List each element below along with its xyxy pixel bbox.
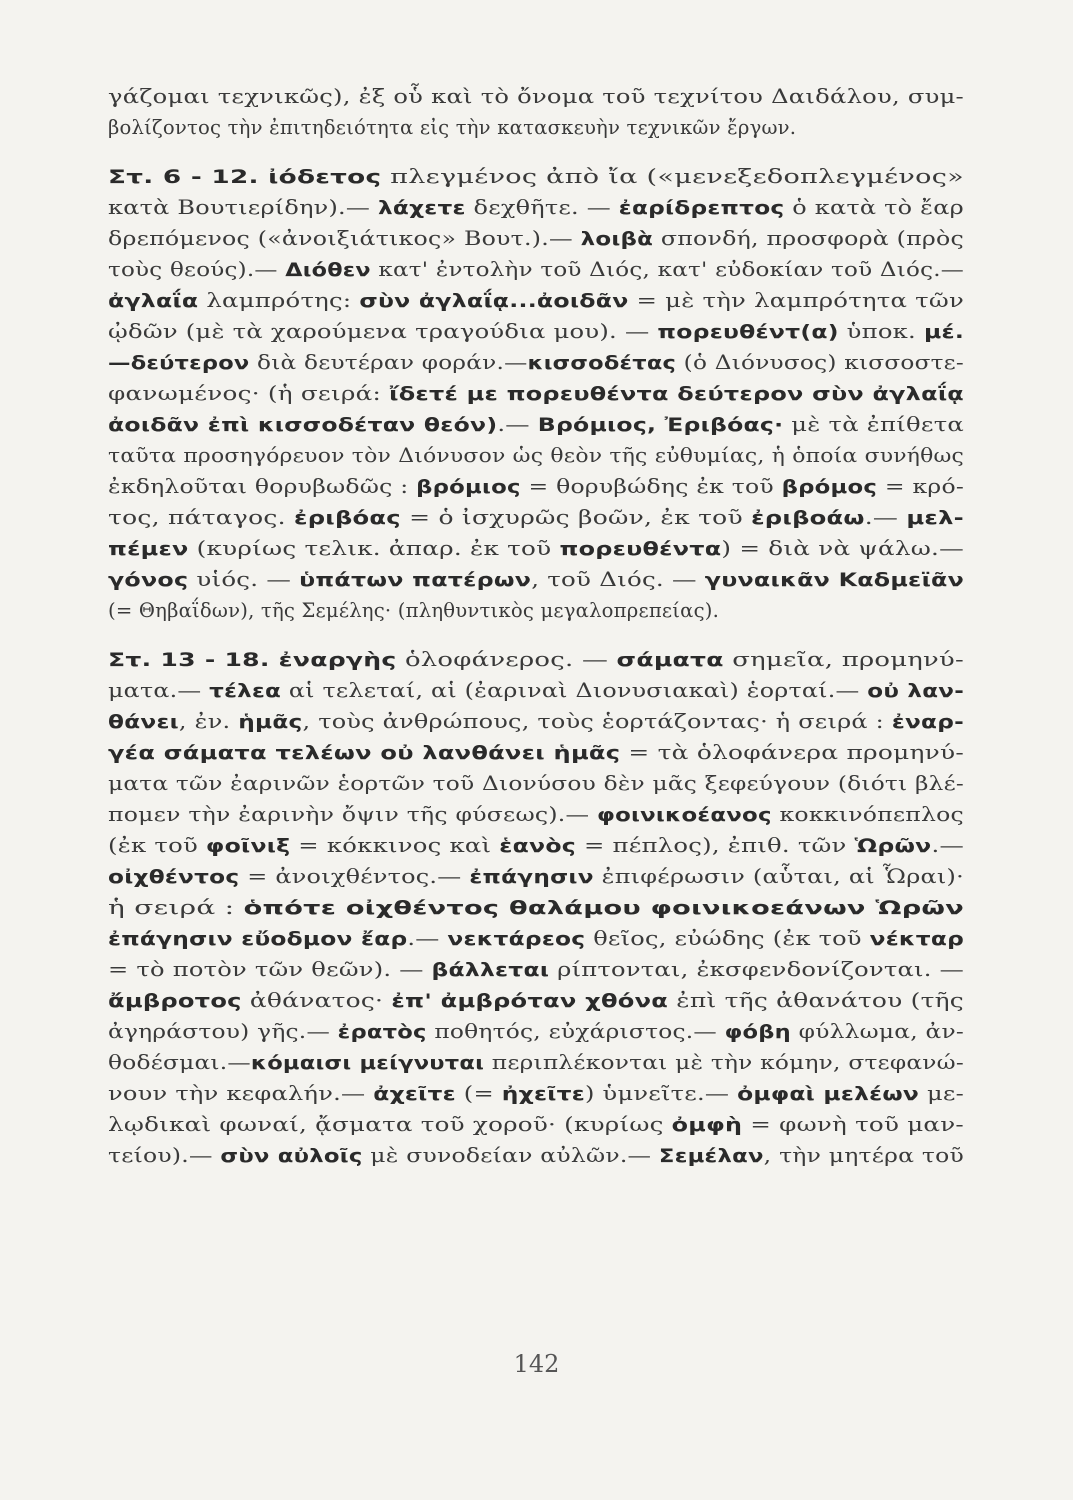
- text-line: [108, 1048, 964, 1078]
- text-line: [108, 224, 964, 254]
- gloss: ποθητός, εὐχάριστος.—: [426, 1020, 725, 1043]
- text-line-content: [108, 1141, 964, 1171]
- lemma: βρόμος: [781, 476, 878, 498]
- gloss: διὰ δευτέραν φοράν.—: [249, 351, 528, 374]
- gloss: .—: [931, 834, 964, 857]
- lemma: σὺν ἀγλαΐᾳ...ἀοιδᾶν: [359, 290, 629, 312]
- gloss: ἐπὶ τῆς ἀθανάτου (τῆς: [668, 989, 964, 1012]
- text-line: [108, 676, 964, 706]
- text-line: [108, 193, 964, 223]
- lemma: πέμεν: [108, 538, 189, 560]
- gloss: φύλλωμα, ἀν-: [791, 1020, 964, 1043]
- text-line-content: [108, 348, 964, 378]
- lemma: ἀοιδᾶν ἐπὶ κισσοδέταν θεόν): [108, 414, 498, 436]
- lemma: τέλεα: [209, 680, 282, 702]
- gloss: ἐκδηλοῦται θορυβωδῶς :: [108, 475, 417, 498]
- text-line-content: [108, 955, 964, 985]
- gloss: ἐπιφέρωσιν (αὗται, αἱ Ὧραι)·: [593, 865, 964, 888]
- text-line: [108, 1079, 964, 1109]
- lemma: ἐρατὸς: [337, 1021, 427, 1043]
- text-line-content: [108, 565, 964, 595]
- gloss: = τὸ ποτὸν τῶν θεῶν). —: [108, 958, 432, 981]
- text-line: [108, 1017, 964, 1047]
- lemma: ἐαρίδρεπτος: [618, 197, 785, 219]
- lemma: ἐριβόας: [293, 507, 401, 529]
- gloss: βολίζοντος τὴν ἐπιτηδειότητα εἰς τὴν κατασκευὴν τεχνικῶν ἔργων.: [108, 116, 797, 139]
- gloss: σπονδή, προσφορὰ (πρὸς: [653, 227, 964, 250]
- text-line: [108, 862, 964, 892]
- gloss: υἱός. —: [188, 568, 300, 591]
- page-body: [108, 72, 964, 1372]
- lemma: γέα σάματα τελέων οὐ λανθάνει ἡμᾶς: [108, 742, 621, 764]
- gloss: ταῦτα προσηγόρευον τὸν Διόνυσον ὡς θεὸν τῆς εὐθυμίας, ἡ ὁποία συνήθως: [108, 444, 964, 467]
- lemma: οἰχθέντος: [108, 866, 240, 888]
- gloss: τοὺς θεούς).—: [108, 258, 286, 281]
- lemma: μελ-: [906, 507, 964, 529]
- lemma: φοινικοέανος: [596, 804, 772, 826]
- text-line-content: [108, 986, 964, 1016]
- lemma: —δεύτερον: [108, 352, 250, 374]
- gloss: θεῖος, εὐώδης (ἐκ τοῦ: [585, 927, 870, 950]
- text-line: [108, 1110, 964, 1140]
- gloss: ματα.—: [108, 679, 210, 702]
- lemma: ἀχεῖτε: [373, 1083, 456, 1105]
- lemma: νεκτάρεος: [447, 928, 586, 950]
- gloss: τος, πάταγος.: [108, 506, 294, 529]
- text-line-content: [108, 255, 964, 285]
- lemma: μέ.: [923, 321, 964, 343]
- text-line: [108, 82, 964, 112]
- gloss: (=: [455, 1082, 502, 1105]
- lemma: οὐ λαν-: [867, 680, 964, 702]
- lemma: κισσοδέτας: [527, 352, 677, 374]
- text-line-content: [108, 224, 964, 254]
- gloss: θοδέσμαι.—: [108, 1051, 251, 1074]
- lemma: ἐπάγησιν εὔοδμον ἔαρ: [108, 928, 408, 950]
- text-line-content: [108, 738, 964, 768]
- gloss: με-: [919, 1082, 964, 1105]
- gloss: ἡ σειρά :: [108, 896, 244, 919]
- gloss: φανωμένος· (ἡ σειρά:: [108, 382, 390, 405]
- text-line: [108, 955, 964, 985]
- lemma: θάνει: [108, 711, 179, 733]
- gloss: σημεῖα, προμηνύ-: [723, 648, 964, 671]
- gloss: κοκκινόπεπλος: [771, 803, 964, 826]
- text-line: [108, 441, 964, 471]
- text-line: [108, 596, 964, 626]
- gloss: = κρό-: [877, 475, 964, 498]
- text-line: [108, 503, 964, 533]
- text-line: [108, 707, 964, 737]
- gloss: ὁ κατὰ τὸ ἔαρ: [784, 196, 964, 219]
- gloss: = μὲ τὴν λαμπρότητα τῶν: [628, 289, 964, 312]
- lemma: πορευθέντ(α): [657, 321, 839, 343]
- gloss: (κυρίως τελικ. ἀπαρ. ἐκ τοῦ: [188, 537, 560, 560]
- lemma: γόνος: [108, 569, 189, 591]
- text-line: [108, 986, 964, 1016]
- gloss: = θορυβώδης ἐκ τοῦ: [520, 475, 782, 498]
- lemma: ἐναρ-: [891, 711, 964, 733]
- gloss: = ἀνοιχθέντος.—: [239, 865, 470, 888]
- gloss: ὁλοφάνερος. —: [396, 648, 617, 671]
- lemma: φόβη: [724, 1021, 792, 1043]
- lemma: ὑπάτων πατέρων: [299, 569, 532, 591]
- text-line-content: [108, 162, 964, 192]
- gloss: αἱ τελεταί, αἱ (ἐαριναὶ Διονυσιακαὶ) ἑορταί.—: [281, 679, 868, 702]
- lemma: πορευθέντα: [559, 538, 722, 560]
- text-line-content: [108, 472, 964, 502]
- text-line-content: [108, 676, 964, 706]
- gloss: ματα τῶν ἐαρινῶν ἑορτῶν τοῦ Διονύσου δὲν μᾶς ξεφεύγουν (διότι βλέ-: [108, 772, 964, 795]
- lemma: ἡμᾶς: [238, 711, 303, 733]
- lemma: ὀμφαὶ μελέων: [737, 1083, 920, 1105]
- gloss: .—: [497, 413, 538, 436]
- lemma: νέκταρ: [869, 928, 964, 950]
- text-line-content: [108, 1017, 964, 1047]
- text-line-content: [108, 317, 964, 347]
- lemma: ὁπότε οἰχθέντος θαλάμου φοινικοεάνων Ὡρῶν: [243, 897, 964, 919]
- lemma: σὺν αὐλοῖς: [220, 1145, 363, 1167]
- text-line: [108, 162, 964, 192]
- text-line-content: [108, 769, 964, 799]
- lemma: ἐριβοάω: [751, 507, 865, 529]
- text-line-content: [108, 924, 964, 954]
- text-line-content: [108, 596, 719, 626]
- lemma: Διόθεν: [285, 259, 371, 281]
- lemma: ἐπ' ἀμβρόταν χθόνα: [391, 990, 669, 1012]
- gloss: .—: [407, 927, 448, 950]
- text-line-content: [108, 410, 964, 440]
- gloss: (ἐκ τοῦ: [108, 834, 206, 857]
- lemma: ἴδετέ με πορευθέντα δεύτερον σὺν ἀγλαΐᾳ: [389, 383, 964, 405]
- text-line-content: [108, 503, 964, 533]
- gloss: .—: [864, 506, 907, 529]
- text-line-content: [108, 893, 964, 923]
- lemma: Ὡρῶν: [854, 835, 932, 857]
- gloss: δρεπόμενος («ἀνοιξιάτικος» Βουτ.).—: [108, 227, 581, 250]
- lemma: φοῖνιξ: [205, 835, 291, 857]
- text-line-content: [108, 82, 964, 112]
- gloss: , ἐν.: [178, 710, 239, 733]
- lemma: κόμαισι μείγνυται: [250, 1052, 485, 1074]
- gloss: ᾠδῶν (μὲ τὰ χαρούμενα τραγούδια μου). —: [108, 320, 658, 343]
- text-line-content: [108, 113, 796, 143]
- text-line: [108, 317, 964, 347]
- text-line: [108, 472, 964, 502]
- gloss: , τοῦ Διός. —: [531, 568, 705, 591]
- gloss: (ὁ Διόνυσος) κισσοστε-: [676, 351, 964, 374]
- gloss: ἀθάνατος·: [241, 989, 392, 1012]
- lemma: ἀγλαΐα: [108, 290, 199, 312]
- gloss: = ὁ ἰσχυρῶς βοῶν, ἐκ τοῦ: [400, 506, 752, 529]
- gloss: γάζομαι τεχνικῶς), ἐξ οὗ καὶ τὸ ὄνομα τοῦ τεχνίτου Δαιδάλου, συμ-: [108, 85, 964, 108]
- lemma: γυναικᾶν Καδμεϊᾶν: [704, 569, 964, 591]
- text-line-content: [108, 1048, 964, 1078]
- gloss: (= Θηβαΐδων), τῆς Σεμέλης· (πληθυντικὸς μεγαλοπρεπείας).: [108, 599, 720, 622]
- text-line-content: [108, 800, 964, 830]
- text-line-content: [108, 645, 964, 675]
- gloss: = κόκκινος καὶ: [290, 834, 500, 857]
- gloss: ) ὑμνεῖτε.—: [584, 1082, 738, 1105]
- text-line-content: [108, 193, 964, 223]
- gloss: πομεν τὴν ἐαρινὴν ὄψιν τῆς φύσεως).—: [108, 803, 597, 826]
- text-line: [108, 924, 964, 954]
- lemma: ἄμβροτος: [108, 990, 242, 1012]
- gloss: = φωνὴ τοῦ μαν-: [742, 1113, 964, 1136]
- gloss: , τὴν μητέρα τοῦ: [763, 1144, 964, 1167]
- gloss: ) = διὰ νὰ ψάλω.—: [721, 537, 964, 560]
- text-line: [108, 410, 964, 440]
- text-line-content: [108, 831, 964, 861]
- gloss: μὲ συνοδείαν αὐλῶν.—: [362, 1144, 659, 1167]
- lemma: βάλλεται: [431, 959, 550, 981]
- text-line-content: [108, 862, 964, 892]
- lemma: Βρόμιος, Ἐριβόας·: [537, 414, 784, 436]
- page-number: 142: [513, 1350, 560, 1378]
- text-line: [108, 645, 964, 675]
- lemma: λοιβὰ: [580, 228, 654, 250]
- text-line-content: [108, 379, 964, 409]
- gloss: δεχθῆτε. —: [465, 196, 619, 219]
- text-line-content: [108, 534, 964, 564]
- gloss: λῳδικαὶ φωναί, ᾄσματα τοῦ χοροῦ· (κυρίως: [108, 1113, 672, 1136]
- gloss: λαμπρότης:: [198, 289, 360, 312]
- gloss: , τοὺς ἀνθρώπους, τοὺς ἑορτάζοντας· ἡ σειρά :: [302, 710, 892, 733]
- lemma: σάματα: [616, 649, 724, 671]
- text-line: [108, 348, 964, 378]
- text-line: [108, 831, 964, 861]
- gloss: κατὰ Βουτιερίδην).—: [108, 196, 378, 219]
- text-line-content: [108, 286, 964, 316]
- gloss: ρίπτονται, ἐκσφενδονίζονται. —: [549, 958, 964, 981]
- text-line: [108, 769, 964, 799]
- gloss: περιπλέκονται μὲ τὴν κόμην, στεφανώ-: [484, 1051, 964, 1074]
- lemma: ἑανὸς: [499, 835, 576, 857]
- lemma: Στ. 13 - 18. ἐναργὴς: [108, 649, 397, 671]
- gloss: ἀγηράστου) γῆς.—: [108, 1020, 338, 1043]
- gloss: πλεγμένος ἀπὸ ἴα («μενεξεδοπλεγμένος»: [381, 165, 964, 188]
- text-line-content: [108, 1079, 964, 1109]
- gloss: τείου).—: [108, 1144, 221, 1167]
- text-line: [108, 893, 964, 923]
- lemma: ὀμφὴ: [671, 1114, 743, 1136]
- text-line-content: [108, 1110, 964, 1140]
- gloss: ὑποκ.: [838, 320, 924, 343]
- text-line: [108, 286, 964, 316]
- lemma: ἐπάγησιν: [469, 866, 594, 888]
- lemma: βρόμιος: [416, 476, 521, 498]
- text-line-content: [108, 441, 964, 471]
- text-line: [108, 738, 964, 768]
- gloss: νουν τὴν κεφαλήν.—: [108, 1082, 374, 1105]
- text-line: [108, 565, 964, 595]
- text-line: [108, 255, 964, 285]
- text-line: [108, 113, 964, 143]
- text-line: [108, 379, 964, 409]
- gloss: μὲ τὰ ἐπίθετα: [783, 413, 964, 436]
- lemma: ἠχεῖτε: [501, 1083, 585, 1105]
- gloss: = τὰ ὁλοφάνερα προμηνύ-: [620, 741, 964, 764]
- text-line: [108, 1141, 964, 1171]
- lemma: Στ. 6 - 12. ἰόδετος: [108, 166, 382, 188]
- lemma: Σεμέλαν: [658, 1145, 764, 1167]
- gloss: = πέπλος), ἐπιθ. τῶν: [575, 834, 855, 857]
- gloss: κατ' ἐντολὴν τοῦ Διός, κατ' εὐδοκίαν τοῦ Διός.—: [370, 258, 964, 281]
- text-line-content: [108, 707, 964, 737]
- text-line: [108, 534, 964, 564]
- text-line: [108, 800, 964, 830]
- lemma: λάχετε: [377, 197, 466, 219]
